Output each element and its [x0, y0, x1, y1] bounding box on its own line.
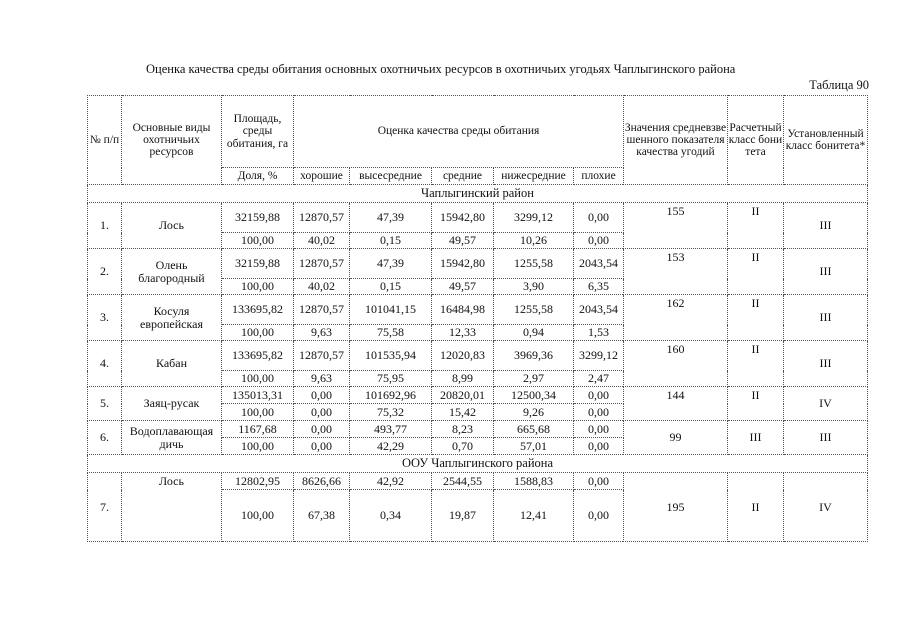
habitat-quality-table [87, 95, 868, 542]
share-cell: 100,00 [222, 404, 294, 421]
header-set-class: Установленный класс бонитета* [784, 96, 868, 185]
row-species: Кабан [122, 341, 222, 387]
calc-class: II [728, 341, 784, 387]
table-row [88, 295, 868, 325]
row-num: 7. [88, 473, 122, 542]
row-num: 2. [88, 249, 122, 295]
weighted-value: 155 [624, 203, 728, 249]
table-row [88, 249, 868, 279]
set-class: IV [784, 387, 868, 421]
area-cell: 3299,12 [494, 203, 574, 233]
area-cell: 101535,94 [350, 341, 432, 371]
area-cell: 8626,66 [294, 473, 350, 490]
share-cell: 42,29 [350, 438, 432, 455]
calc-class: II [728, 203, 784, 249]
area-cell: 0,00 [294, 421, 350, 438]
set-class: III [784, 249, 868, 295]
row-species: Водоплавающая дичь [122, 421, 222, 455]
area-cell: 0,00 [574, 387, 624, 404]
header-good: хорошие [294, 168, 350, 185]
weighted-value: 153 [624, 249, 728, 295]
area-cell: 1255,58 [494, 249, 574, 279]
header-species: Основные виды охотничьих ресурсов [122, 96, 222, 185]
area-cell: 15942,80 [432, 249, 494, 279]
set-class: III [784, 203, 868, 249]
weighted-value: 99 [624, 421, 728, 455]
area-cell: 133695,82 [222, 341, 294, 371]
header-weighted: Значения средневзвешенного показателя качества угодий [624, 96, 728, 185]
set-class: IV [784, 473, 868, 542]
share-cell: 49,57 [432, 233, 494, 249]
share-cell: 1,53 [574, 325, 624, 341]
share-cell: 2,97 [494, 371, 574, 387]
row-num: 6. [88, 421, 122, 455]
row-species: Заяц-русак [122, 387, 222, 421]
area-cell: 2043,54 [574, 295, 624, 325]
header-share: Доля, % [222, 168, 294, 185]
share-cell: 100,00 [222, 325, 294, 341]
row-num: 3. [88, 295, 122, 341]
header-poor: плохие [574, 168, 624, 185]
share-cell: 0,00 [574, 233, 624, 249]
share-cell: 49,57 [432, 279, 494, 295]
row-num: 1. [88, 203, 122, 249]
row-species: Косуля европейская [122, 295, 222, 341]
share-cell: 0,15 [350, 233, 432, 249]
area-cell: 2043,54 [574, 249, 624, 279]
area-cell: 2544,55 [432, 473, 494, 490]
share-cell: 100,00 [222, 279, 294, 295]
calc-class: II [728, 473, 784, 542]
share-cell: 75,32 [350, 404, 432, 421]
area-cell: 101692,96 [350, 387, 432, 404]
area-cell: 32159,88 [222, 203, 294, 233]
area-cell: 101041,15 [350, 295, 432, 325]
area-cell: 3299,12 [574, 341, 624, 371]
share-cell: 15,42 [432, 404, 494, 421]
share-cell: 12,33 [432, 325, 494, 341]
area-cell: 12870,57 [294, 341, 350, 371]
share-cell: 75,58 [350, 325, 432, 341]
share-cell: 0,00 [574, 404, 624, 421]
table-row [88, 341, 868, 371]
document-title: Оценка качества среды обитания основных охотничьих ресурсов в охотничьих угодьях Чаплыгинского района [146, 62, 736, 76]
share-cell: 12,41 [494, 490, 574, 542]
share-cell: 0,94 [494, 325, 574, 341]
share-cell: 0,34 [350, 490, 432, 542]
weighted-value: 162 [624, 295, 728, 341]
weighted-value: 195 [624, 473, 728, 542]
share-cell: 0,00 [574, 438, 624, 455]
area-cell: 0,00 [574, 473, 624, 490]
calc-class: II [728, 295, 784, 341]
share-cell: 3,90 [494, 279, 574, 295]
area-cell: 12020,83 [432, 341, 494, 371]
share-cell: 9,63 [294, 371, 350, 387]
share-cell: 0,00 [574, 490, 624, 542]
calc-class: II [728, 387, 784, 421]
area-cell: 12500,34 [494, 387, 574, 404]
area-cell: 0,00 [574, 203, 624, 233]
share-cell: 100,00 [222, 233, 294, 249]
area-cell: 1255,58 [494, 295, 574, 325]
table-row [88, 203, 868, 233]
share-cell: 75,95 [350, 371, 432, 387]
set-class: III [784, 295, 868, 341]
section-title: Чаплыгинский район [88, 185, 868, 203]
calc-class: II [728, 249, 784, 295]
area-cell: 135013,31 [222, 387, 294, 404]
weighted-value: 160 [624, 341, 728, 387]
area-cell: 47,39 [350, 249, 432, 279]
area-cell: 42,92 [350, 473, 432, 490]
area-cell: 15942,80 [432, 203, 494, 233]
share-cell: 0,00 [294, 438, 350, 455]
area-cell: 20820,01 [432, 387, 494, 404]
share-cell: 40,02 [294, 279, 350, 295]
share-cell: 100,00 [222, 490, 294, 542]
header-num: № п/п [88, 96, 122, 185]
header-assessment: Оценка качества среды обитания [294, 96, 624, 168]
area-cell: 1167,68 [222, 421, 294, 438]
header-above: высесредние [350, 168, 432, 185]
header-below: нижесредние [494, 168, 574, 185]
area-cell: 47,39 [350, 203, 432, 233]
area-cell: 0,00 [574, 421, 624, 438]
share-cell: 57,01 [494, 438, 574, 455]
area-cell: 12802,95 [222, 473, 294, 490]
row-num: 4. [88, 341, 122, 387]
row-species: Лось [122, 473, 222, 542]
header-calc-class: Расчетный класс бонитета [728, 96, 784, 185]
share-cell: 19,87 [432, 490, 494, 542]
header-area: Площадь, среды обитания, га [222, 96, 294, 168]
row-species: Лось [122, 203, 222, 249]
section-title: ООУ Чаплыгинского района [88, 455, 868, 473]
area-cell: 3969,36 [494, 341, 574, 371]
share-cell: 0,70 [432, 438, 494, 455]
calc-class: III [728, 421, 784, 455]
area-cell: 1588,83 [494, 473, 574, 490]
share-cell: 0,00 [294, 404, 350, 421]
share-cell: 9,26 [494, 404, 574, 421]
share-cell: 0,15 [350, 279, 432, 295]
row-num: 5. [88, 387, 122, 421]
share-cell: 40,02 [294, 233, 350, 249]
header-medium: средние [432, 168, 494, 185]
share-cell: 10,26 [494, 233, 574, 249]
share-cell: 9,63 [294, 325, 350, 341]
table-number: Таблица 90 [809, 78, 869, 92]
share-cell: 8,99 [432, 371, 494, 387]
share-cell: 2,47 [574, 371, 624, 387]
area-cell: 32159,88 [222, 249, 294, 279]
area-cell: 12870,57 [294, 295, 350, 325]
area-cell: 133695,82 [222, 295, 294, 325]
area-cell: 0,00 [294, 387, 350, 404]
row-species: Олень благородный [122, 249, 222, 295]
share-cell: 67,38 [294, 490, 350, 542]
area-cell: 16484,98 [432, 295, 494, 325]
area-cell: 12870,57 [294, 249, 350, 279]
weighted-value: 144 [624, 387, 728, 421]
area-cell: 8,23 [432, 421, 494, 438]
area-cell: 12870,57 [294, 203, 350, 233]
share-cell: 6,35 [574, 279, 624, 295]
area-cell: 665,68 [494, 421, 574, 438]
table-row [88, 387, 868, 404]
set-class: III [784, 421, 868, 455]
share-cell: 100,00 [222, 438, 294, 455]
area-cell: 493,77 [350, 421, 432, 438]
table-row [88, 473, 868, 490]
table-row [88, 421, 868, 438]
set-class: III [784, 341, 868, 387]
share-cell: 100,00 [222, 371, 294, 387]
